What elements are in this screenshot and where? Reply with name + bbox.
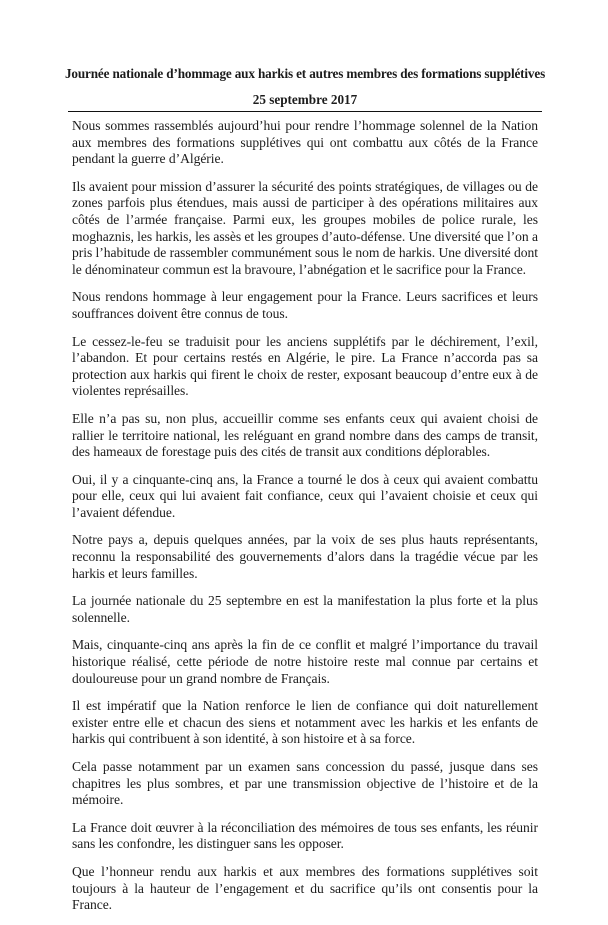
paragraph: Mais, cinquante-cinq ans après la fin de ce conflit et malgré l’importance du travail historique réalisé, cette période de notre histoire reste mal connue par certains et douloureuse pour un grand nombre de Français.	[72, 637, 538, 686]
document-date: 25 septembre 2017	[252, 92, 358, 107]
document-body	[72, 118, 538, 914]
paragraph: La journée nationale du 25 septembre en est la manifestation la plus forte et la plus solennelle.	[72, 593, 538, 625]
title-divider	[68, 111, 542, 112]
paragraph: Cela passe notamment par un examen sans concession du passé, jusque dans ses chapitres les plus sombres, et par une transmission objective de l’histoire et de la mémoire.	[72, 759, 538, 808]
paragraph: Notre pays a, depuis quelques années, par la voix de ses plus hauts représentants, reconnu la responsabilité des gouvernements d’alors dans la tragédie vécue par les harkis et leurs familles.	[72, 532, 538, 581]
paragraph: Elle n’a pas su, non plus, accueillir comme ses enfants ceux qui avaient choisi de rallier le territoire national, les reléguant en grand nombre dans des camps de transit, des hameaux de forestage puis des cités de transit aux conditions déplorables.	[72, 410, 538, 460]
paragraph: La France doit œuvrer à la réconciliation des mémoires de tous ses enfants, les réunir sans les confondre, les distinguer sans les opposer.	[72, 819, 538, 852]
document-title: Journée nationale d’hommage aux harkis et autres membres des formations supplétives	[64, 66, 546, 81]
paragraph: Que l’honneur rendu aux harkis et aux membres des formations supplétives soit toujours à la hauteur de l’engagement et du sacrifice qu’ils ont consentis pour la France.	[72, 863, 538, 913]
paragraph: Ils avaient pour mission d’assurer la sécurité des points stratégiques, de villages ou de zones parfois plus étendues, mais aussi de participer à des opérations militaires aux côtés de l’armée française. Parmi eux, les groupes mobiles de police rurale, les moghaznis, les harkis, les assès et les groupes d’auto-défense. Une diversité que l’on a pris l’habitude de rassembler communément sous le nom de harkis. Une diversité dont le dénominateur commun est la bravoure, l’abnégation et le sacrifice pour la France.	[72, 178, 538, 277]
document-page	[64, 66, 546, 925]
paragraph: Il est impératif que la Nation renforce le lien de confiance qui doit naturellement exister entre elle et chacun des siens et notamment avec les harkis et les enfants de harkis qui contribuent à son identité, à son histoire et à sa force.	[72, 698, 538, 747]
paragraph: Nous sommes rassemblés aujourd’hui pour rendre l’hommage solennel de la Nation aux membres des formations supplétives qui ont combattu aux côtés de la France pendant la guerre d’Algérie.	[72, 118, 538, 167]
paragraph: Oui, il y a cinquante-cinq ans, la France a tourné le dos à ceux qui avaient combattu pour elle, ceux qui lui avaient fait confiance, ceux qui l’avaient choisie et ceux qui l’avaient défendue.	[72, 471, 538, 520]
paragraph: Le cessez-le-feu se traduisit pour les anciens supplétifs par le déchirement, l’exil, l’abandon. Et pour certains restés en Algérie, le pire. La France n’accorda pas sa protection aux harkis qui firent le choix de rester, exposant beaucoup d’entre eux à de violentes représailles.	[72, 333, 538, 399]
paragraph: Nous rendons hommage à leur engagement pour la France. Leurs sacrifices et leurs souffrances doivent être connus de tous.	[72, 289, 538, 321]
